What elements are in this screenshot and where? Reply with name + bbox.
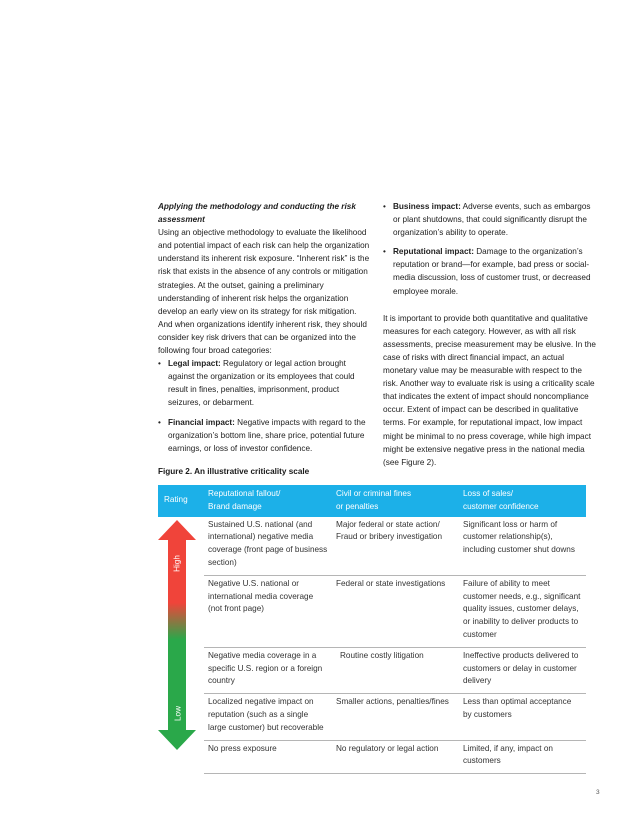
header-line: or penalties	[336, 501, 379, 511]
cell-civil: Federal or state investigations	[332, 575, 459, 647]
cell-reputational: No press exposure	[204, 740, 332, 774]
figure-title: Figure 2. An illustrative criticality scale	[158, 467, 310, 476]
right-column	[383, 200, 598, 469]
cell-reputational: Negative U.S. national or international media coverage (not front page)	[204, 575, 332, 647]
header-loss	[459, 485, 586, 517]
header-line: customer confidence	[463, 501, 539, 511]
bullet-business-impact	[383, 200, 598, 239]
header-line: Civil or criminal fines	[336, 489, 412, 498]
section-heading: Applying the methodology and conducting the risk assessment	[158, 202, 356, 225]
cell-loss: Failure of ability to meet customer needs, e.g., significant quality issues, customer delays, or inability to deliver products to customer	[459, 575, 586, 647]
table-header-row	[158, 485, 586, 517]
intro-paragraph: Using an objective methodology to evaluate the likelihood and potential impact of each risk can help the organization understand its inherent risk exposure. “Inherent risk” is the risk that exists in the absence of any controls or mitigation strategies. At the outset, gaining a preliminary understanding of inherent risk helps the organization develop an early view on its strategy for risk mitigation. And when organizations identify inherent risk, they should consider key risk drivers that can be organized into the following four broad categories:	[158, 228, 370, 356]
bullet-legal-impact	[158, 357, 372, 409]
page-number: 3	[596, 789, 600, 796]
header-line: Reputational fallout/	[208, 489, 281, 498]
cell-reputational: Localized negative impact on reputation (such as a single large customer) but recoverable	[204, 694, 332, 740]
cell-civil: Major federal or state action/ Fraud or bribery investigation	[332, 517, 459, 576]
left-bullet-list	[158, 357, 372, 455]
table-row	[158, 740, 586, 774]
cell-loss: Significant loss or harm of customer relationship(s), including customer shut downs	[459, 517, 586, 576]
header-rating: Rating	[158, 485, 204, 517]
header-line: Loss of sales/	[463, 489, 514, 498]
bullet-lead: Financial impact:	[168, 417, 235, 427]
cell-civil: No regulatory or legal action	[332, 740, 459, 774]
table-row	[158, 517, 586, 576]
cell-loss: Limited, if any, impact on customers	[459, 740, 586, 774]
cell-civil: Routine costly litigation	[332, 647, 459, 693]
scale-label-low: Low	[173, 705, 183, 722]
bullet-lead: Legal impact:	[168, 359, 221, 369]
cell-loss: Less than optimal acceptance by customers	[459, 694, 586, 740]
table-row	[158, 575, 586, 647]
table-row	[158, 694, 586, 740]
criticality-table	[158, 485, 586, 774]
measures-paragraph: It is important to provide both quantitative and qualitative measures for each category. However, as with all risk assessments, precise measurement may be elusive. In the case of risks with direct financial impact, an actual monetary value may be measurable with respect to the risk. Another way to evaluate risk is using a criticality scale that indicates the extent of impact should noncompliance occur. Extent of impact can be described in qualitative terms. For example, for reputational impact, low impact might be minimal to no press coverage, while high impact might be extensive negative press in the national media (see Figure 2).	[383, 313, 596, 467]
header-reputational	[204, 485, 332, 517]
cell-reputational: Sustained U.S. national (and international) negative media coverage (front page of business section)	[204, 517, 332, 576]
header-line: Brand damage	[208, 501, 262, 511]
cell-loss: Ineffective products delivered to customers or delay in customer delivery	[459, 647, 586, 693]
bullet-text: Negative impacts with regard to the organization’s bottom line, share price, potential future earnings, or loss of investor confidence.	[168, 417, 366, 453]
bullet-lead: Business impact:	[393, 202, 461, 211]
table-row	[158, 647, 586, 693]
bullet-text: Regulatory or legal action brought against the organization or its employees that could result in fines, penalties, imprisonment, product seizures, or debarment.	[168, 359, 355, 408]
bullet-financial-impact	[158, 416, 372, 455]
right-bullet-list	[383, 200, 598, 298]
bullet-text: Adverse events, such as embargos or plant shutdowns, that could significantly disrupt the organization’s ability to operate.	[393, 202, 591, 238]
bullet-text: Damage to the organization’s reputation or brand—for example, bad press or social-media discussion, loss of customer trust, or decreased employee morale.	[393, 247, 591, 296]
bullet-reputational-impact	[383, 245, 598, 297]
cell-reputational: Negative media coverage in a specific U.S. region or a foreign country	[204, 647, 332, 693]
scale-label-high: High	[172, 555, 182, 572]
left-column	[158, 200, 372, 461]
header-civil	[332, 485, 459, 517]
bullet-lead: Reputational impact:	[393, 247, 474, 257]
cell-civil: Smaller actions, penalties/fines	[332, 694, 459, 740]
